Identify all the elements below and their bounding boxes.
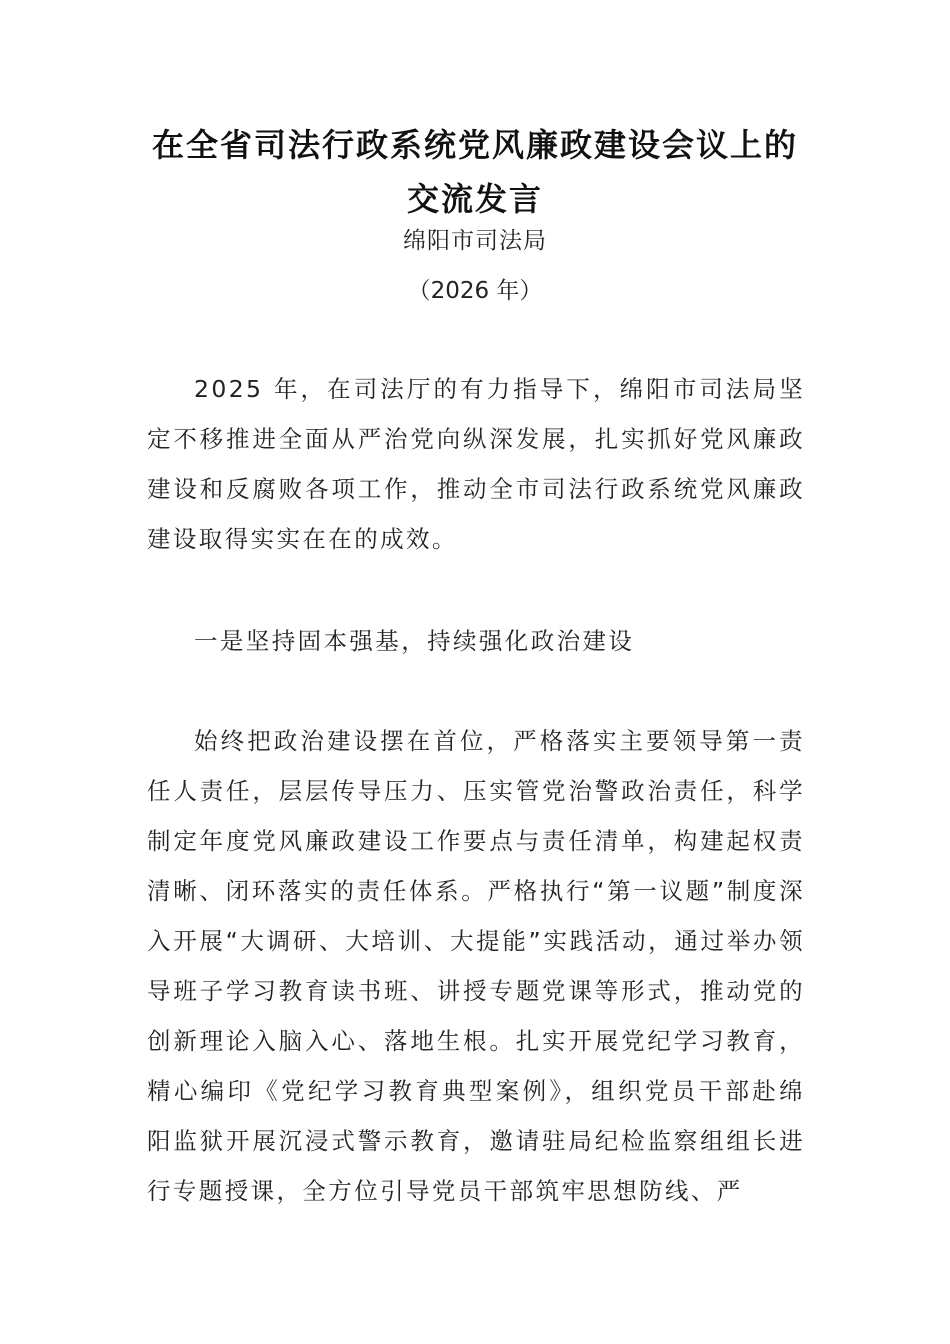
document-title: 在全省司法行政系统党风廉政建设会议上的交流发言 — [151, 126, 798, 218]
body-paragraph: 始终把政治建设摆在首位，严格落实主要领导第一责任人责任，层层传导压力、压实管党治警政治责任，科学制定年度党风廉政建设工作要点与责任清单，构建起权责清晰、闭环落实的责任体系。严格执行“第一议题”制度深入开展“大调研、大培训、大提能”实践活动，通过举办领导班子学习教育读书班、讲授专题党课等形式，推动党的创新理论入脑入心、落地生根。扎实开展党纪学习教育，精心编印《党纪学习教育典型案例》，组织党员干部赴绵阳监狱开展沉浸式警示教育，邀请驻局纪检监察组组长进行专题授课，全方位引导党员干部筑牢思想防线、严 — [147, 727, 805, 1205]
organization-name: 绵阳市司法局 — [403, 228, 547, 254]
document-year: （2026 年） — [407, 278, 543, 304]
intro-paragraph: 2025 年，在司法厅的有力指导下，绵阳市司法局坚定不移推进全面从严治党向纵深发展，扎实抓好党风廉政建设和反腐败各项工作，推动全市司法行政系统党风廉政建设取得实实在在的成效。 — [147, 375, 805, 553]
section-heading: 一是坚持固本强基，持续强化政治建设 — [194, 627, 635, 655]
